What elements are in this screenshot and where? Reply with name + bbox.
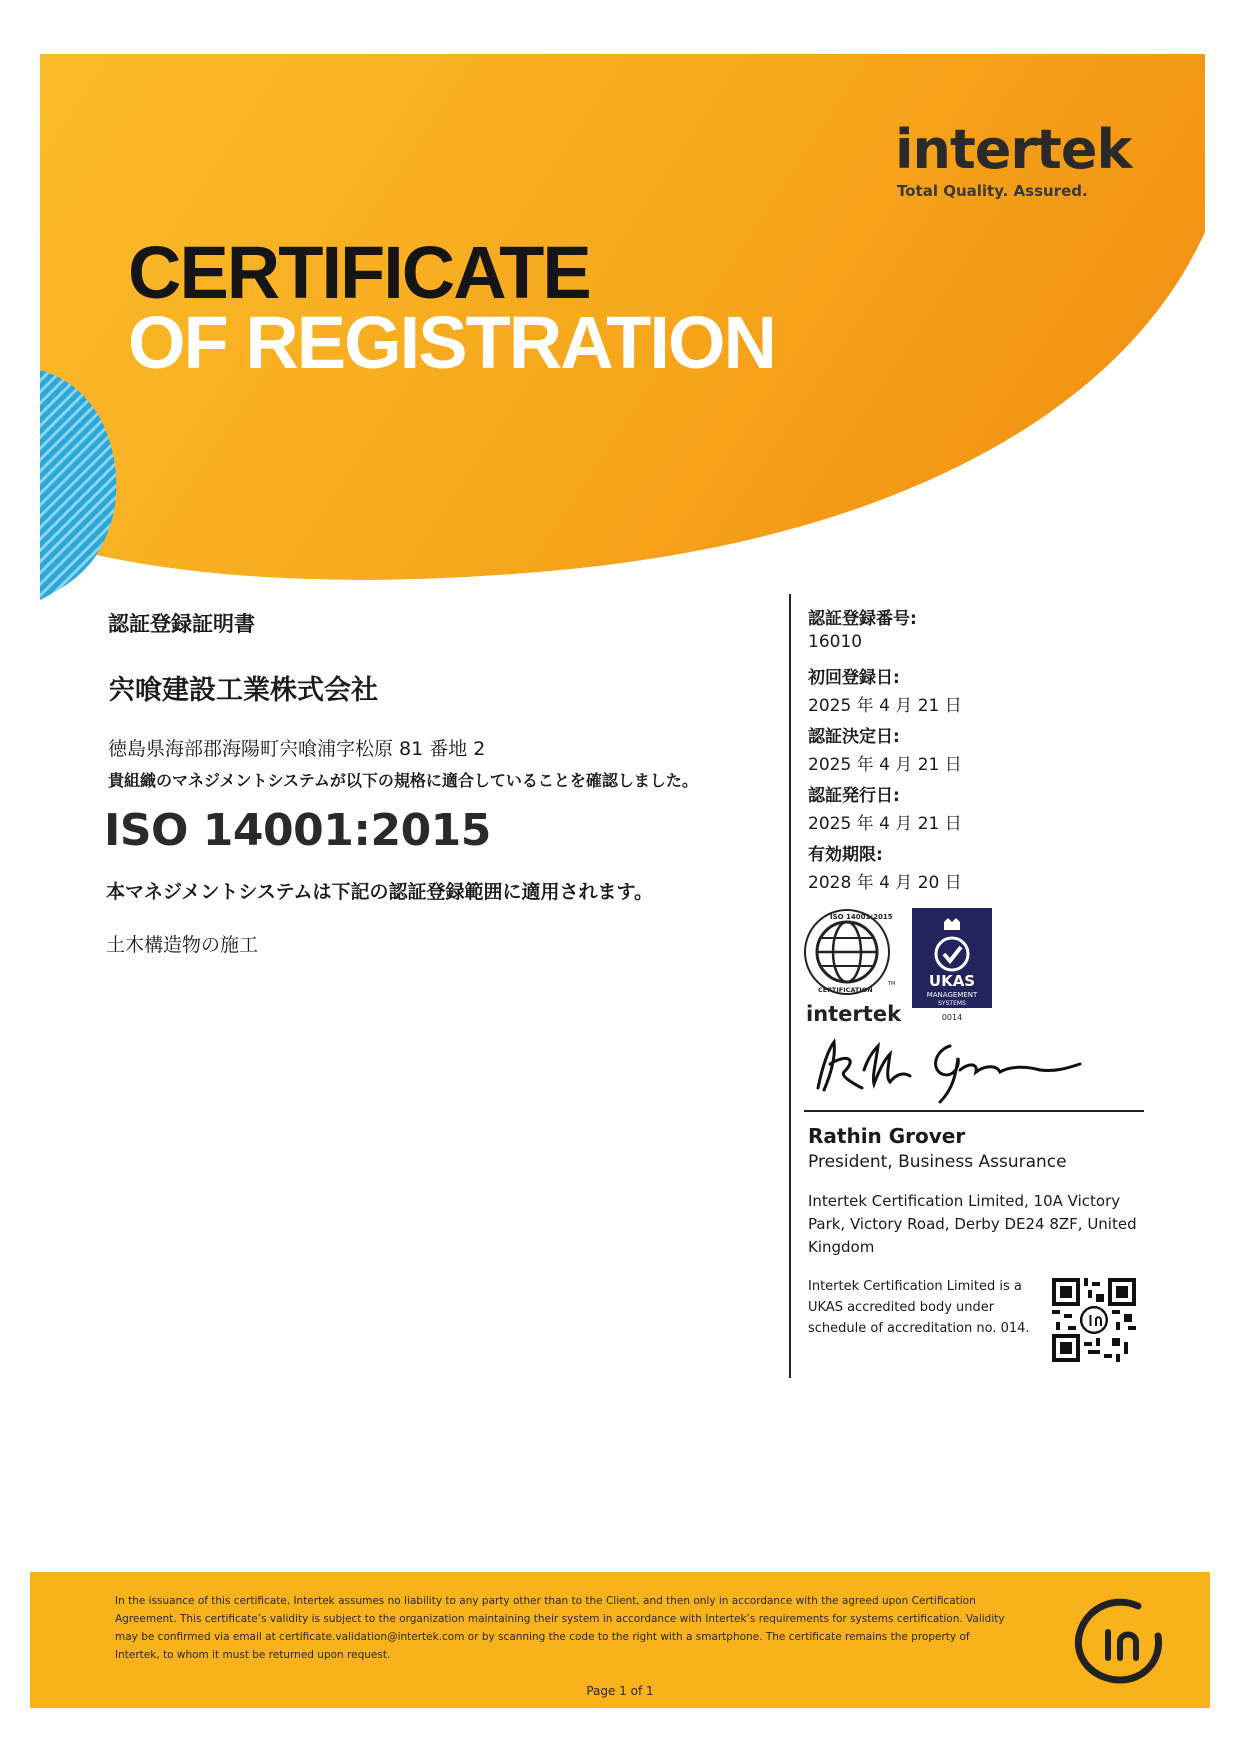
ukas-accreditation-icon [912, 908, 992, 1026]
expiry-date-label: 有効期限: [808, 845, 883, 865]
ukas-sub1: MANAGEMENT [926, 991, 978, 999]
signature-line [804, 1110, 1144, 1112]
standard-name: ISO 14001:2015 [104, 805, 491, 856]
expiry-date: 2028 年 4 月 20 日 [808, 873, 962, 893]
reg-number-label: 認証登録番号: [808, 609, 917, 629]
accreditation-statement: Intertek Certification Limited is a UKAS accredited body under schedule of accreditation no. 014. [808, 1279, 1030, 1336]
ukas-sub2: SYSTEMS [938, 1000, 966, 1007]
page-number: Page 1 of 1 [586, 1684, 654, 1698]
issue-date-label: 認証発行日: [808, 786, 900, 806]
seal-brand: intertek [806, 1002, 902, 1026]
reg-number: 16010 [808, 632, 863, 652]
signatory-name: Rathin Grover [808, 1124, 966, 1148]
seal-ring-text: ISO 14001:2015 [830, 913, 893, 921]
footer-disclaimer: In the issuance of this certificate, Intertek assumes no liability to any party other than to the Client, and then only in accordance with the agreed upon Certification Agreement. This certificate’s validity is subject to the organization maintaining their system in accordance with Intertek’s requirements for systems certification. Validity may be confirmed via email at certificate.validation@intertek.com or by scanning the code to the right with a smartphone. The certificate remains the property of Intertek, to whom it must be returned upon request. [115, 1595, 1005, 1661]
company-name: 宍喰建設工業株式会社 [108, 675, 378, 706]
issuer-address: Intertek Certification Limited, 10A Victory Park, Victory Road, Derby DE24 8ZF, United Kingdom [808, 1192, 1137, 1256]
document-label: 認証登録証明書 [108, 612, 255, 636]
signature-image [800, 1028, 1090, 1108]
intertek-symbol-icon [1066, 1596, 1176, 1686]
title-certificate: CERTIFICATE [128, 231, 590, 314]
trademark-text: TM [888, 981, 896, 987]
company-address: 徳島県海部郡海陽町宍喰浦字松原 81 番地 2 [108, 738, 486, 760]
decision-date-label: 認証決定日: [808, 727, 900, 747]
signatory-title: President, Business Assurance [808, 1152, 1067, 1172]
decision-date: 2025 年 4 月 21 日 [808, 755, 962, 775]
conformity-statement: 貴組織のマネジメントシステムが以下の規格に適合していることを確認しました。 [108, 771, 698, 790]
iso-certification-seal-icon [800, 905, 910, 1005]
ukas-title: UKAS [928, 972, 976, 990]
issue-date: 2025 年 4 月 21 日 [808, 814, 962, 834]
column-divider [789, 594, 791, 1378]
initial-date: 2025 年 4 月 21 日 [808, 696, 962, 716]
title-of-registration: OF REGISTRATION [128, 301, 775, 384]
scope-text: 土木構造物の施工 [106, 934, 259, 956]
ukas-number: 0014 [941, 1013, 963, 1022]
intertek-logo: intertek [895, 118, 1132, 181]
brand-tagline: Total Quality. Assured. [897, 182, 1088, 200]
scope-intro: 本マネジメントシステムは下記の認証登録範囲に適用されます。 [106, 881, 654, 903]
qr-code-icon[interactable] [1052, 1278, 1136, 1362]
seal-bottom-text: CERTIFICATION [818, 986, 873, 994]
initial-date-label: 初回登録日: [808, 668, 900, 688]
